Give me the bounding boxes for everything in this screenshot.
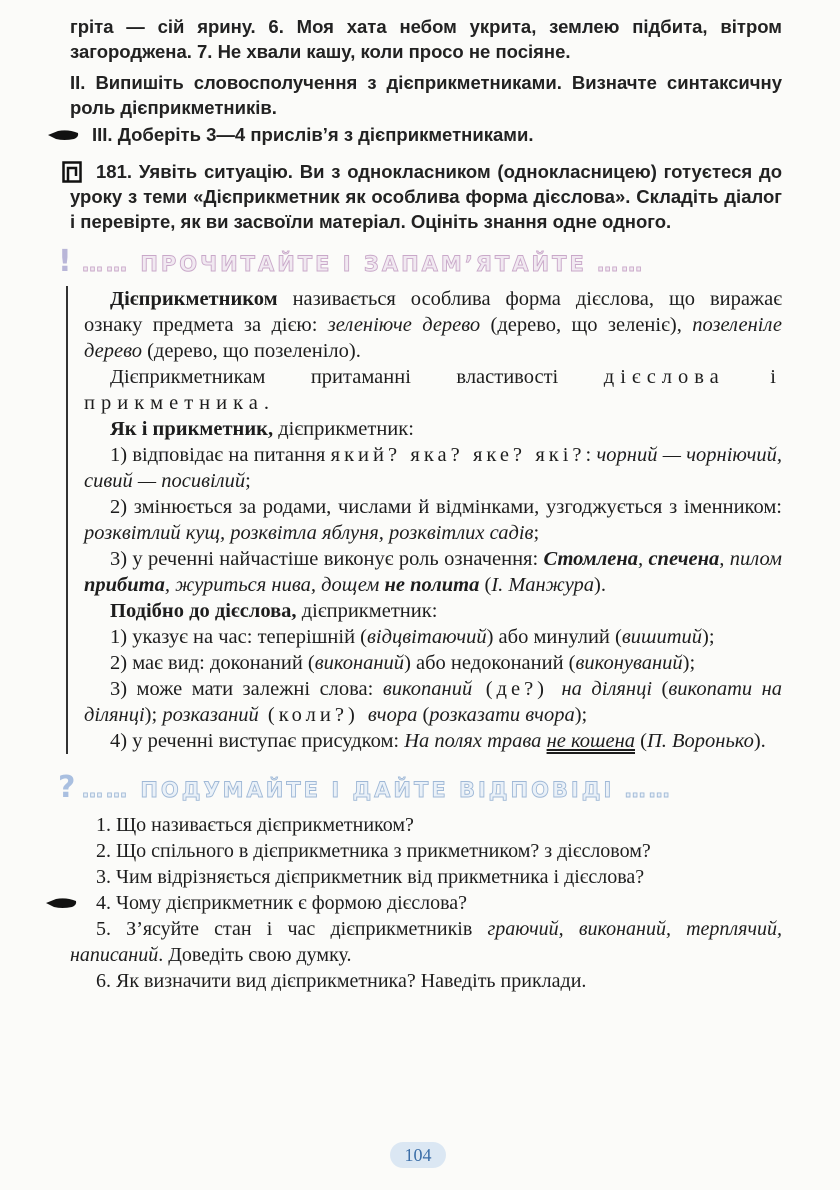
banner-title: …… ПОДУМАЙТЕ І ДАЙТЕ ВІДПОВІДІ ……	[82, 778, 673, 802]
proverbs-continuation: гріта — сій ярину. 6. Моя хата небом укрита, землею підбита, вітром загороджена. 7. Не хвали кашу, коли просо не посіяне.	[70, 16, 782, 62]
questions-list	[70, 812, 782, 994]
task-3-row	[70, 122, 782, 147]
question-item: 4. Чому дієприкметник є формою дієслова?	[96, 892, 468, 914]
banner-title: …… ПРОЧИТАЙТЕ І ЗАПАМ’ЯТАЙТЕ ……	[82, 252, 646, 276]
textbook-page	[58, 14, 783, 994]
question-icon: ?	[58, 770, 76, 805]
think-and-answer-banner	[58, 770, 782, 806]
rule-item: 3) може мати залежні слова: викопаний (де?) на ділянці (викопати на ділянці); розказаний (коли?) вчора (розказати вчора);	[84, 678, 783, 726]
question-4-row	[70, 890, 782, 916]
question-item: 6. Як визначити вид дієприкметника? Наведіть приклади.	[96, 970, 587, 992]
task-2: II. Випишіть словосполучення з дієприкметниками. Визначте синтаксичну роль дієприкметників.	[70, 72, 782, 118]
pointing-hand-icon	[46, 128, 80, 142]
rule-item: 4) у реченні виступає присудком: На полях трава не кошена (П. Воронько).	[110, 730, 766, 752]
rule-item: 2) змінюється за родами, числами й відмінками, узгоджується з іменником: розквітлий кущ, розквітла яблуня, розквітлих садів;	[84, 496, 782, 544]
pointing-hand-icon	[44, 896, 78, 910]
rule-item: 1) указує на час: теперішній (відцвітаючий) або минулий (вишитий);	[110, 626, 715, 648]
rule-box	[66, 286, 782, 754]
rule-item: 2) має вид: доконаний (виконаний) або недоконаний (виконуваний);	[110, 652, 696, 674]
exercise-text: Уявіть ситуацію. Ви з однокласником (однокласницею) готуєтеся до уроку з теми «Дієприкметник як особлива форма дієслова». Складіть діалог і перевірте, як ви засвоїли матеріал. Оцініть знання одне одного.	[70, 161, 783, 232]
question-item: 5. З’ясуйте стан і час дієприкметників граючий, виконаний, терплячий, написаний. Доведіть свою думку.	[70, 918, 782, 966]
rule-definition: Дієприкметником називається особлива форма дієслова, що виражає ознаку предмета за дією: зеленіюче дерево (дерево, що зеленіє), позеленіле дерево (дерево, що позеленіло).	[84, 288, 782, 362]
dialogue-icon	[62, 161, 82, 183]
rule-item: 3) у реченні найчастіше виконує роль означення: Стомлена, спечена, пилом прибита, журиться нива, дощем не полита (І. Манжура).	[84, 548, 782, 596]
exclamation-icon: !	[58, 244, 72, 279]
question-item: 1. Що називається дієприкметником?	[96, 814, 414, 836]
question-item: 3. Чим відрізняється дієприкметник від прикметника і дієслова?	[96, 866, 645, 888]
page-number: 104	[390, 1142, 446, 1168]
rule-item: 1) відповідає на питання який? яка? яке? які?: чорний — чорніючий, сивий — посивілий;	[84, 444, 783, 492]
read-and-remember-banner	[58, 244, 782, 280]
task-3: III. Доберіть 3—4 прислів’я з дієприкметниками.	[92, 124, 534, 145]
question-item: 2. Що спільного в дієприкметника з прикметником? з дієсловом?	[96, 840, 651, 862]
exercise-number: 181.	[96, 161, 133, 182]
rule-adjective-heading: Як і прикметник, дієприкметник:	[110, 418, 414, 440]
rule-properties: Дієприкметникам притаманні властивості дієслова і прикметника.	[84, 366, 782, 414]
exercise-181	[70, 159, 782, 234]
rule-verb-heading: Подібно до дієслова, дієприкметник:	[110, 600, 438, 622]
